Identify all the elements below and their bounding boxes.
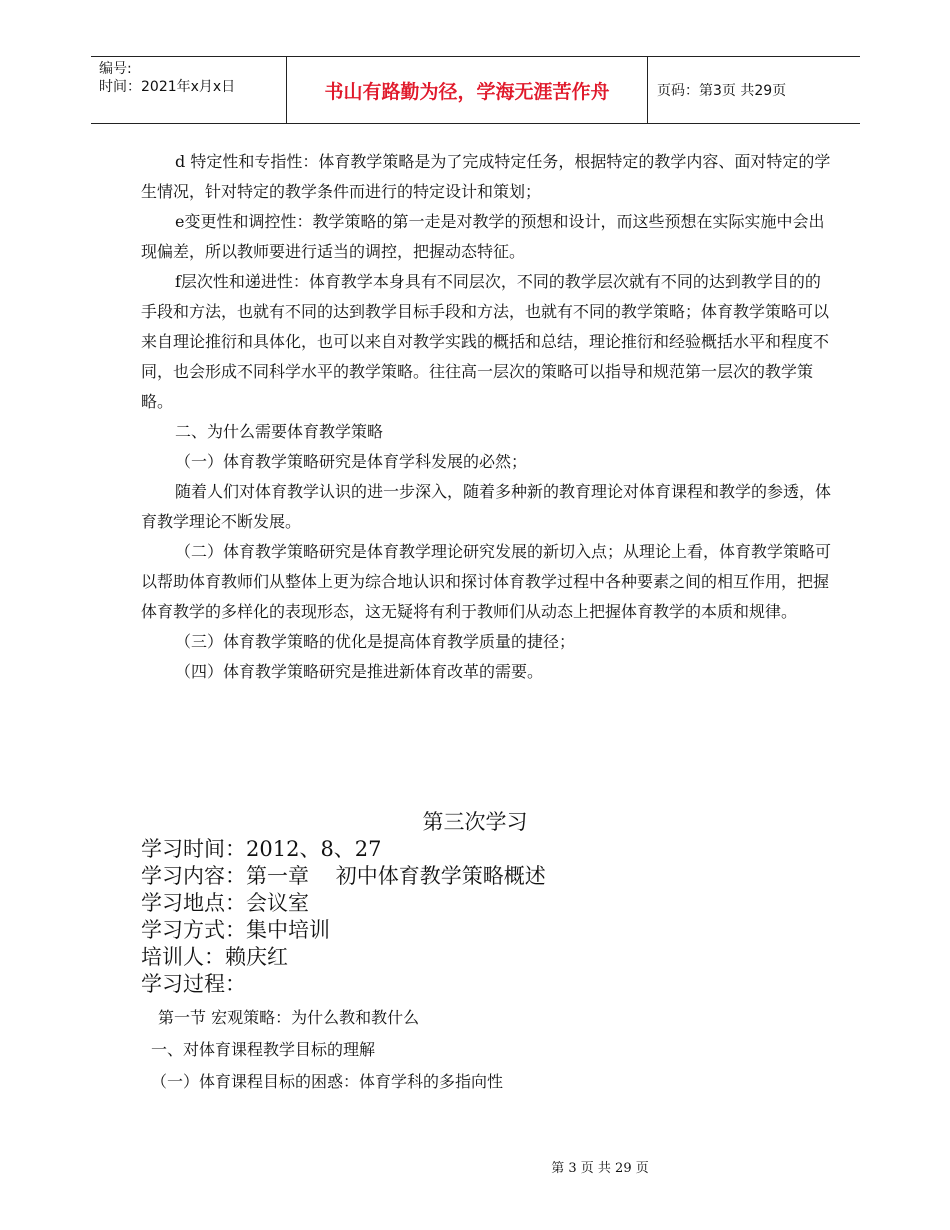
subheading: （一）体育教学策略研究是体育学科发展的必然； [175, 452, 528, 471]
header-motto: 书山有路勤为径，学海无涯苦作舟 [324, 80, 610, 103]
study-place: 学习地点：会议室 [141, 891, 309, 915]
paragraph: 随着人们对体育教学认识的进一步深入，随着多种新的教育理论对体育课程和教学的参透，体育教学理论不断发展。 [141, 482, 832, 531]
time-label: 时间：2021年x月x日 [99, 79, 236, 95]
header-page-info: 页码：第3页 共29页 [657, 83, 787, 99]
study-time: 学习时间：2012、8、27 [141, 837, 382, 861]
study-content: 学习内容：第一章 初中体育教学策略概述 [141, 864, 546, 888]
paragraph: f层次性和递进性：体育教学本身具有不同层次，不同的教学层次就有不同的达到教学目的的手段和方法，也就有不同的达到教学目标手段和方法，也就有不同的教学策略；体育教学策略可以来自理论推衍和具体化，也可以来自对教学实践的概括和总结，理论推衍和经验概括水平和程度不同，也会形成不同科学水平的教学策略。往往高一层次的策略可以指导和规范第一层次的教学策略。 [141, 272, 830, 411]
node-title: 第一节 宏观策略：为什么教和教什么 [158, 1008, 420, 1027]
document-body [141, 147, 831, 687]
page-header [91, 56, 860, 124]
page-footer: 第 3 页 共 29 页 [551, 1161, 649, 1176]
subheading: （四）体育教学策略研究是推进新体育改革的需要。 [175, 662, 544, 681]
paragraph: d 特定性和专指性：体育教学策略是为了完成特定任务，根据特定的教学内容、面对特定的学生情况，针对特定的教学条件而进行的特定设计和策划； [141, 152, 831, 201]
section-title: 第三次学习 [422, 810, 528, 834]
paragraph: （二）体育教学策略研究是体育教学理论研究发展的新切入点；从理论上看，体育教学策略可以帮助体育教师们从整体上更为综合地认识和探讨体育教学过程中各种要素之间的相互作用，把握体育教学的多样化的表现形态，这无疑将有利于教师们从动态上把握体育教学的本质和规律。 [141, 542, 832, 621]
study-trainer: 培训人：赖庆红 [141, 945, 288, 969]
subsection-item: （一）体育课程目标的困惑：体育学科的多指向性 [151, 1072, 504, 1091]
header-meta [99, 60, 284, 96]
subsection [141, 1002, 831, 1098]
section-heading: 二、为什么需要体育教学策略 [175, 422, 384, 441]
study-info [141, 836, 546, 998]
paragraph: e变更性和调控性：教学策略的第一走是对教学的预想和设计，而这些预想在实际实施中会出现偏差，所以教师要进行适当的调控，把握动态特征。 [141, 212, 825, 261]
subsection-heading: 一、对体育课程教学目标的理解 [151, 1040, 376, 1059]
study-method: 学习方式：集中培训 [141, 918, 330, 942]
subheading: （三）体育教学策略的优化是提高体育教学质量的捷径； [175, 632, 576, 651]
number-label: 编号: [99, 61, 132, 77]
header-divider [647, 57, 648, 123]
study-process: 学习过程： [141, 972, 246, 996]
